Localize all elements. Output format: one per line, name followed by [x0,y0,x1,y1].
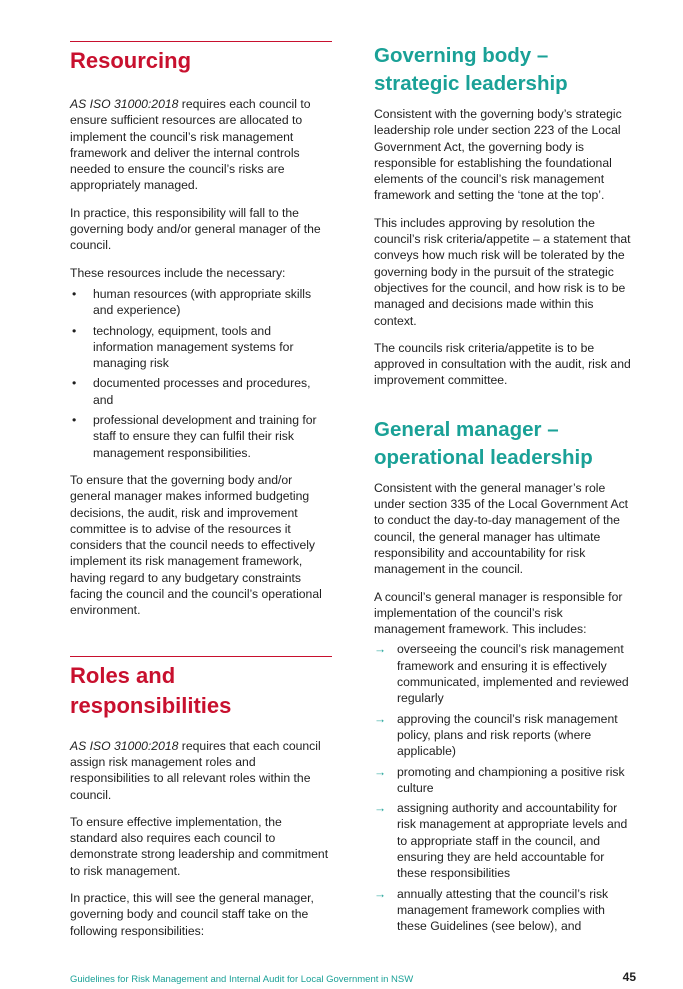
list-item: • human resources (with appropriate skills and experience) [72,286,312,318]
footer-title: Guidelines for Risk Management and Internal Audit for Local Government in NSW [70,974,414,985]
governing-paragraph-1: Consistent with the governing body’s strategic leadership role under section 223 of the Local Government Act, the governing body is responsible for establishing the foundational elements of the council’s risk management framework and setting the ‘tone at the top’. [374,107,622,203]
arrow-right-icon: → [374,764,387,779]
governing-paragraph-2: This includes approving by resolution the council’s risk criteria/appetite – a statement that conveys how much risk will be tolerated by the governing body in the pursuit of the strategic objectives for the council, and how risk is to be managed and decisions made within this context. [374,215,631,328]
page-number: 45 [622,970,636,984]
gm-responsibilities-list [374,641,636,934]
resourcing-paragraph-4: To ensure that the governing body and/or general manager makes informed budgeting decisions, the audit, risk and improvement committee is to advise of the resources it considers that the council needs to effectively implement its risk management framework, having regard to any budgetary constraints facing the council and the council’s operational environment. [70,472,322,618]
bullet-icon: • [72,413,77,428]
list-item: → overseeing the council’s risk management framework and ensuring it is effectively communicated, implemented and reviewed regularly [374,642,629,706]
roles-paragraph-3: In practice, this will see the general manager, governing body and council staff take on the following responsibilities: [70,890,314,938]
roles-paragraph-1: AS ISO 31000:2018 requires that each council assign risk management roles and responsibilities to all relevant roles within the council. [70,738,321,802]
governing-body-heading: Governing body – strategic leadership [374,44,568,95]
resourcing-heading: Resourcing [70,48,192,73]
governing-paragraph-3: The councils risk criteria/appetite is to be approved in consultation with the audit, risk and improvement committee. [374,340,631,388]
arrow-right-icon: → [374,642,387,657]
gm-paragraph-2: A council’s general manager is responsible for implementation of the council’s risk management framework. This includes: [374,589,623,637]
resources-list [70,286,332,461]
standard-reference: AS ISO 31000:2018 [70,738,179,753]
list-item: → assigning authority and accountability for risk management at appropriate levels and to appropriate staff in the council, and ensuring they are held accountable for these responsibilities [374,801,628,881]
resourcing-paragraph-2: In practice, this responsibility will fall to the governing body and/or general manager of the council. [70,205,321,253]
list-item: → promoting and championing a positive risk culture [374,764,625,795]
roles-paragraph-2: To ensure effective implementation, the standard also requires each council to demonstrate strong leadership and commitment to risk management. [70,814,329,878]
bullet-icon: • [72,323,77,338]
gm-paragraph-1: Consistent with the general manager’s role under section 335 of the Local Government Act to conduct the day-to-day management of the council, the general manager has ultimate responsibility and accountability for risk management in the council. [374,480,629,577]
general-manager-heading: General manager – operational leadership [374,417,593,469]
list-item: • documented processes and procedures, and [72,376,311,407]
resourcing-paragraph-3: These resources include the necessary: [70,265,286,280]
arrow-right-icon: → [374,801,387,816]
list-item: • professional development and training for staff to ensure they can fulfil their risk management responsibilities. [72,413,317,460]
resourcing-paragraph-1: AS ISO 31000:2018 requires each council to ensure sufficient resources are allocated to implement the council’s risk management framework and deliver the internal controls needed to ensure the council’s risks are appropriately managed. [70,97,311,193]
list-item: → annually attesting that the council’s risk management framework complies with these Guidelines (see below), and [374,886,609,934]
standard-reference: AS ISO 31000:2018 [70,97,179,111]
roles-heading: Roles and responsibilities [70,662,232,718]
bullet-icon: • [72,286,77,301]
arrow-right-icon: → [374,886,387,901]
left-column [70,0,332,939]
right-column [374,0,636,938]
bullet-icon: • [72,376,77,391]
list-item: • technology, equipment, tools and information management systems for managing risk [72,323,294,371]
arrow-right-icon: → [374,711,387,726]
list-item: → approving the council’s risk management policy, plans and risk reports (where applicable) [374,711,618,759]
